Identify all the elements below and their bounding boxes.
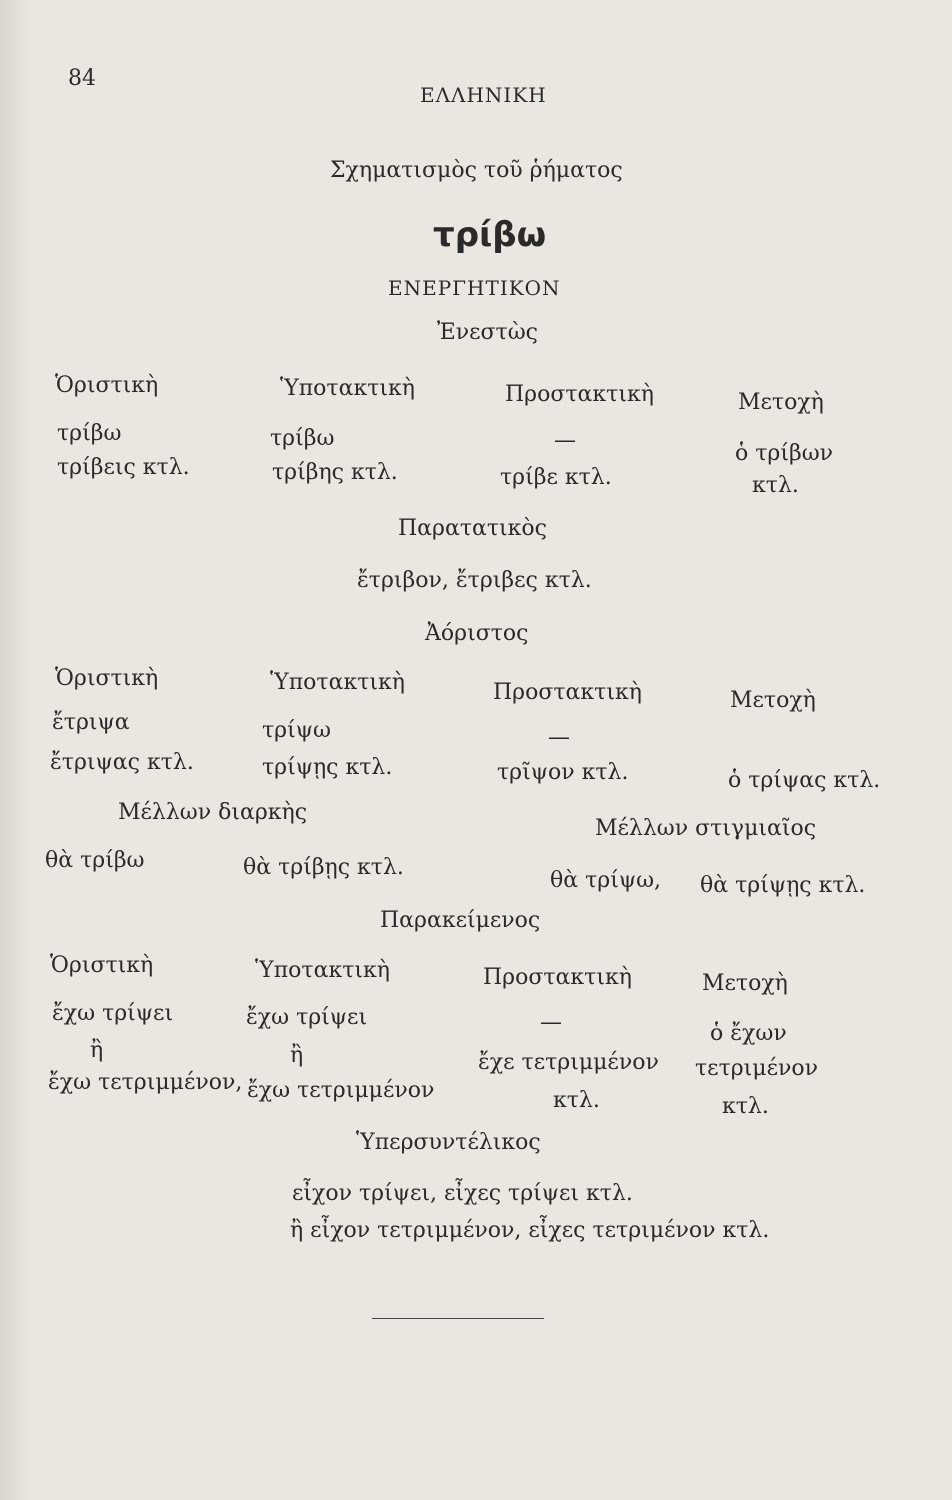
aorist-imperative-label: Προστακτικὴ [493, 680, 642, 705]
present-participle-label: Μετοχὴ [738, 390, 824, 415]
pluperfect-forms-line1: εἶχον τρίψει, εἶχες τρίψει κτλ. [292, 1181, 633, 1206]
perfect-subjunctive-form1: ἔχω τρίψει [246, 1005, 368, 1030]
page-gutter-shade [0, 0, 30, 1500]
aorist-indicative-label: Ὁριστικὴ [55, 666, 159, 691]
page-number: 84 [68, 66, 96, 91]
perfect-indicative-or: ἢ [90, 1038, 104, 1063]
future-continuous-form2: θὰ τρίβῃς κτλ. [243, 855, 404, 880]
present-indicative-form2: τρίβεις κτλ. [57, 455, 190, 480]
aorist-imperative-form1: — [548, 725, 570, 750]
aorist-participle-form1: ὁ τρίψας κτλ. [728, 768, 881, 793]
imperfect-forms: ἔτριβον, ἔτριβες κτλ. [357, 568, 592, 593]
pluperfect-heading: Ὑπερσυντέλικος [356, 1130, 541, 1155]
perfect-heading: Παρακείμενος [380, 908, 541, 933]
aorist-participle-label: Μετοχὴ [730, 688, 816, 713]
aorist-indicative-form2: ἔτριψας κτλ. [50, 750, 194, 775]
present-imperative-form1: — [554, 428, 576, 453]
aorist-heading: Ἀόριστος [425, 621, 529, 646]
present-participle-form1: ὁ τρίβων [735, 441, 834, 466]
present-imperative-label: Προστακτικὴ [505, 382, 654, 407]
future-momentary-heading: Μέλλων στιγμιαῖος [595, 816, 817, 841]
present-indicative-form1: τρίβω [57, 421, 122, 446]
running-title: ΕΛΛΗΝΙΚΗ [420, 83, 547, 107]
future-momentary-form1: θὰ τρίψω, [550, 868, 662, 893]
present-heading: Ἐνεστὼς [437, 320, 538, 345]
perfect-imperative-label: Προστακτικὴ [483, 965, 632, 990]
present-participle-form2: κτλ. [752, 473, 799, 498]
perfect-participle-form3: κτλ. [722, 1094, 769, 1119]
perfect-participle-label: Μετοχὴ [702, 971, 788, 996]
future-continuous-form1: θὰ τρίβω [45, 848, 145, 873]
aorist-subjunctive-form1: τρίψω [262, 718, 331, 743]
present-indicative-label: Ὁριστικὴ [55, 373, 159, 398]
perfect-indicative-form3: ἔχω τετριμμένον, [48, 1070, 243, 1095]
perfect-indicative-form1: ἔχω τρίψει [52, 1001, 174, 1026]
verb-title: τρίβω [433, 215, 547, 255]
section-end-rule [372, 1318, 544, 1319]
perfect-subjunctive-or: ἢ [290, 1043, 304, 1068]
present-subjunctive-form2: τρίβης κτλ. [272, 460, 398, 485]
future-momentary-form2: θὰ τρίψῃς κτλ. [700, 873, 866, 898]
perfect-subjunctive-form3: ἔχω τετριμμένον [247, 1078, 435, 1103]
aorist-subjunctive-label: Ὑποτακτικὴ [270, 670, 405, 695]
perfect-imperative-form1: — [540, 1010, 562, 1035]
future-continuous-heading: Μέλλων διαρκὴς [118, 800, 308, 825]
aorist-imperative-form2: τρῖψον κτλ. [497, 760, 629, 785]
aorist-indicative-form1: ἔτριψα [52, 710, 130, 735]
imperfect-heading: Παρατατικὸς [398, 516, 547, 541]
perfect-participle-form1: ὁ ἔχων [710, 1021, 787, 1046]
pluperfect-forms-line2: ἢ εἶχον τετριμμένον, εἶχες τετριμένον κτλ. [290, 1218, 770, 1243]
present-imperative-form2: τρίβε κτλ. [500, 465, 612, 490]
voice-heading: ΕΝΕΡΓΗΤΙΚΟΝ [388, 276, 561, 300]
aorist-subjunctive-form2: τρίψῃς κτλ. [262, 755, 393, 780]
perfect-indicative-label: Ὁριστικὴ [50, 953, 154, 978]
perfect-imperative-form2: ἔχε τετριμμένον [478, 1050, 659, 1075]
section-caption: Σχηματισμὸς τοῦ ῥήματος [330, 158, 623, 183]
perfect-imperative-form3: κτλ. [553, 1088, 600, 1113]
perfect-participle-form2: τετριμένον [695, 1056, 818, 1081]
present-subjunctive-label: Ὑποτακτικὴ [280, 376, 415, 401]
present-subjunctive-form1: τρίβω [270, 426, 335, 451]
perfect-subjunctive-label: Ὑποτακτικὴ [255, 958, 390, 983]
